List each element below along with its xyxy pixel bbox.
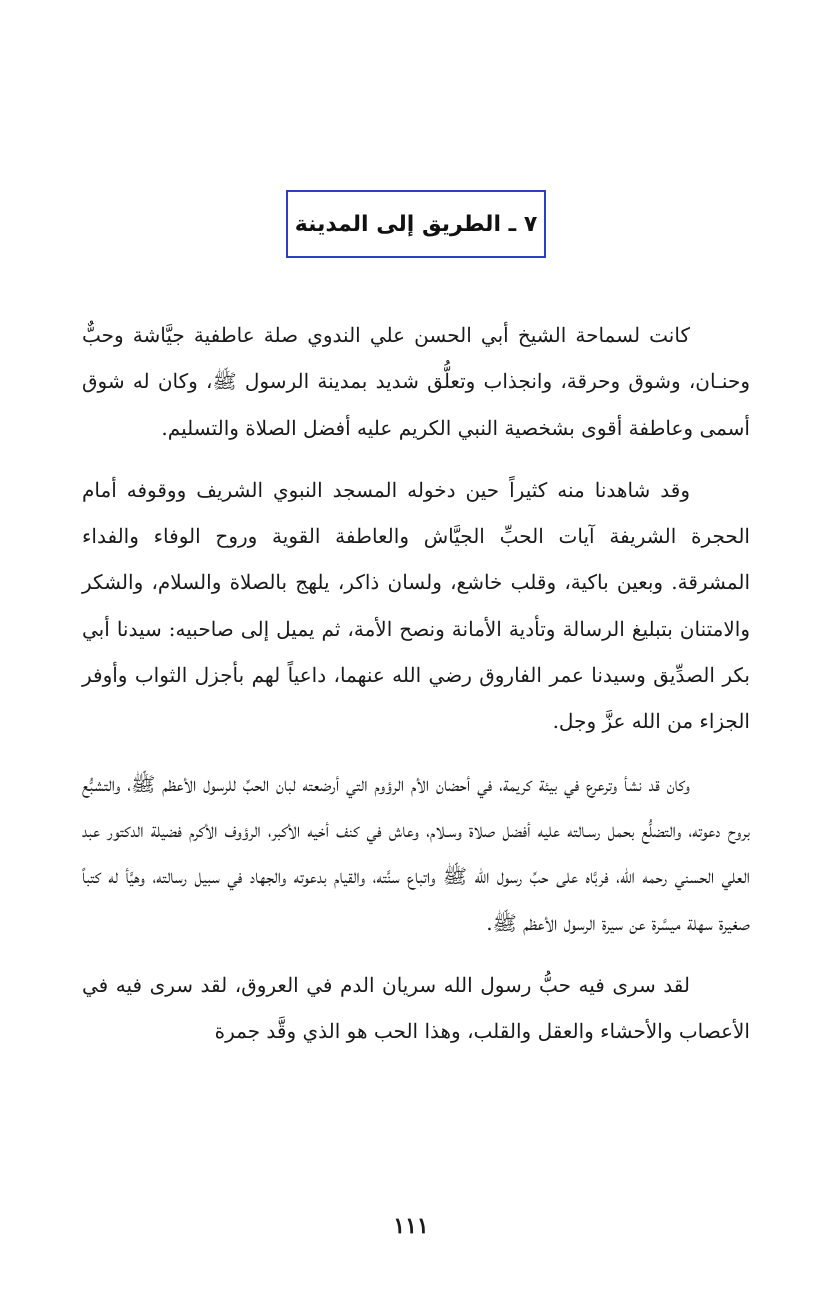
paragraph-3: وكان قد نشأ وترعرع في بيئة كريمة، في أحضان الأم الرؤوم التي أرضعته لبان الحبِّ للرسول الأعظم ﷺ، والتشبُّع بروح دعوته، والتضلُّع بحمل رسـالته عليه أفضل صلاة وسـلام، وعاش في كنف أخيه الأكبر، الرؤوف الأكرم فضيلة الدكتور عبد العلي الحسني رحمه الله، فربَّاه على حبِّ رسول الله ﷺ واتباع سنَّته، والقيام بدعوته والجهاد في سبيل رسالته، وهيَّأ له كتباً صغيرة سهلة ميسَّرة عن سيرة الرسول الأعظم ﷺ. (82, 771, 750, 935)
page-number: ١١١ (393, 1213, 429, 1239)
chapter-title-box (286, 190, 546, 258)
paragraph-1: كانت لسماحة الشيخ أبي الحسن علي الندوي صلة عاطفية جيَّاشة وحبٌّ وحنـان، وشوق وحرقة، وانجذاب وتعلُّق شديد بمدينة الرسول ﷺ، وكان له شوق أسمى وعاطفة أقوى بشخصية النبي الكريم عليه أفضل الصلاة والتسليم. (82, 323, 750, 440)
chapter-title: ٧ ـ الطريق إلى المدينة (294, 211, 538, 237)
paragraph-2: وقد شاهدنا منه كثيراً حين دخوله المسجد النبوي الشريف ووقوفه أمام الحجرة الشريفة آيات الحبِّ الجيَّاش والعاطفة القوية وروح الوفاء والفداء المشرقة. وبعين باكية، وقلب خاشع، ولسان ذاكر، يلهج بالصلاة والسلام، والشكر والامتنان بتبليغ الرسالة وتأدية الأمانة ونصح الأمة، ثم يميل إلى صاحبيه: سيدنا أبي بكر الصدِّيق وسيدنا عمر الفاروق رضي الله عنهما، داعياً لهم بأجزل الثواب وأوفر الجزاء من الله عزَّ وجل. (82, 477, 750, 734)
paragraph-4: لقد سرى فيه حبُّ رسول الله سريان الدم في العروق، لقد سرى فيه في الأعصاب والأحشاء والعقل والقلب، وهذا الحب هو الذي وقَّد جمرة (82, 972, 750, 1044)
body-text (82, 312, 750, 1070)
